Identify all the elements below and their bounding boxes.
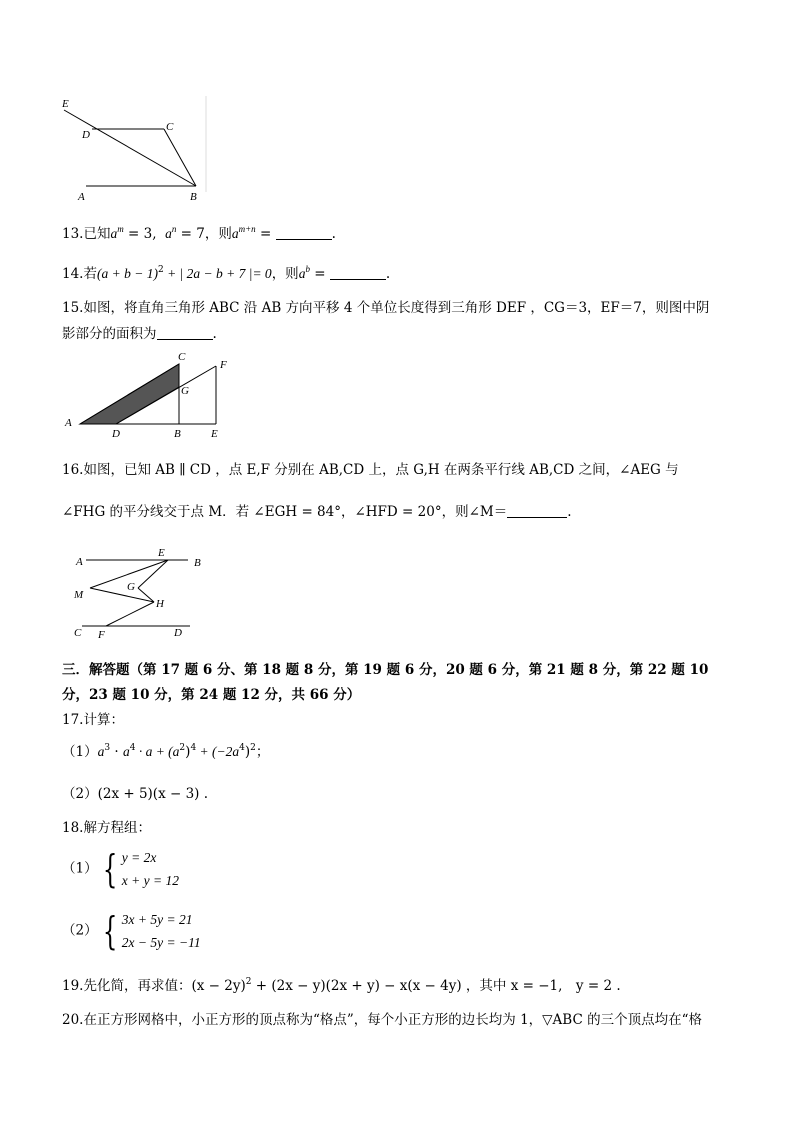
q18-p2-eq1: 3x + 5y = 21 — [121, 912, 193, 927]
fig12-label-C: C — [166, 121, 174, 133]
answer-blank-14[interactable] — [330, 265, 386, 280]
fig16-line-EG — [138, 560, 168, 588]
q18-p1-eq2: x + y = 12 — [121, 873, 179, 888]
fig16-line-HF — [106, 602, 154, 626]
q18-p2-eq2: 2x − 5y = −11 — [121, 935, 201, 950]
figure-q12 — [58, 92, 218, 207]
question-14: 14.若$(a + b - 1)^2$ + | 2a − b + 7 |= 0，则$a^b$ = . — [62, 264, 391, 282]
fig15-label-F: F — [220, 359, 227, 371]
fig16-label-E: E — [158, 547, 165, 559]
fig12-line-ED-B — [64, 110, 196, 186]
question-16-line1: 16.如图，已知 AB ∥ CD ，点 E,F 分别在 AB,CD 上，点 G,H 在两条平行线 AB,CD 之间，∠AEG 与 — [62, 462, 679, 478]
brace-icon: { — [102, 847, 117, 891]
question-17-title: 17.计算： — [62, 712, 124, 728]
q18-p1-eq1: y = 2x — [121, 850, 157, 865]
figure-q15 — [60, 350, 240, 442]
fig16-line-MH — [90, 588, 154, 602]
fig15-label-G: G — [181, 385, 189, 397]
question-15-line1: 15.如图，将直角三角形 ABC 沿 AB 方向平移 4 个单位长度得到三角形 DEF ，CG＝3，EF＝7，则图中阴 — [62, 300, 710, 316]
fig16-label-C: C — [74, 627, 82, 639]
answer-blank-15[interactable] — [157, 325, 213, 340]
fig12-line-CB — [164, 129, 196, 186]
fig16-label-G: G — [127, 581, 135, 593]
fig16-label-A: A — [76, 556, 83, 568]
fig16-label-B: B — [194, 557, 201, 569]
fig12-label-E: E — [62, 98, 69, 110]
question-18-part1: （1） { y = 2x x + y = 12 — [62, 847, 179, 891]
question-18-part2: （2） { 3x + 5y = 21 2x − 5y = −11 — [62, 909, 201, 953]
fig12-label-A: A — [78, 191, 85, 203]
section-3-heading: 三．解答题（第 17 题 6 分、第 18 题 8 分，第 19 题 6 分，20 题 6 分，第 21 题 8 分，第 22 题 10 分，23 题 10 分，第 24 题 12 分，共 66 分） — [62, 662, 709, 703]
fig16-label-M: M — [74, 589, 84, 601]
fig16-label-D: D — [174, 627, 182, 639]
question-16-line2: ∠FHG 的平分线交于点 M．若 ∠EGH = 84°，∠HFD = 20°，则∠M＝ . — [62, 504, 572, 520]
question-13: 13.已知$a^m = 3$, $a^n = 7$，则$a^{m+n}$ = . — [62, 224, 336, 242]
answer-blank-13[interactable] — [276, 225, 332, 240]
fig15-label-D: D — [112, 428, 120, 440]
fig15-label-A: A — [65, 417, 72, 429]
brace-icon: { — [102, 909, 117, 953]
fig16-label-F: F — [98, 629, 105, 641]
fig15-label-E: E — [211, 428, 218, 440]
fig16-label-H: H — [156, 598, 164, 610]
question-15-line2: 影部分的面积为 . — [62, 326, 217, 342]
question-19: 19.先化简，再求值：$(x - 2y)^2 + (2x - y)(2x + y) - x(x - 4y)$ ，其中 x = −1, y = 2 . — [62, 977, 621, 994]
question-20: 20.在正方形网格中，小正方形的顶点称为“格点”，每个小正方形的边长均为 1，▽ABC 的三个顶点均在“格 — [62, 1012, 702, 1028]
answer-blank-16[interactable] — [507, 503, 567, 518]
figure-q16 — [68, 540, 218, 644]
fig15-label-C: C — [178, 351, 186, 363]
question-17-part1: $(1)a^3 \cdot a^4 \cdot a + (a^2)^4 + (-2a^4)^2$； — [62, 743, 270, 760]
fig15-label-B: B — [174, 428, 181, 440]
fig12-label-B: B — [190, 191, 197, 203]
question-18-title: 18.解方程组： — [62, 820, 151, 836]
fig12-label-D: D — [82, 129, 90, 141]
question-17-part2: （2）(2x + 5)(x − 3) . — [62, 786, 209, 802]
